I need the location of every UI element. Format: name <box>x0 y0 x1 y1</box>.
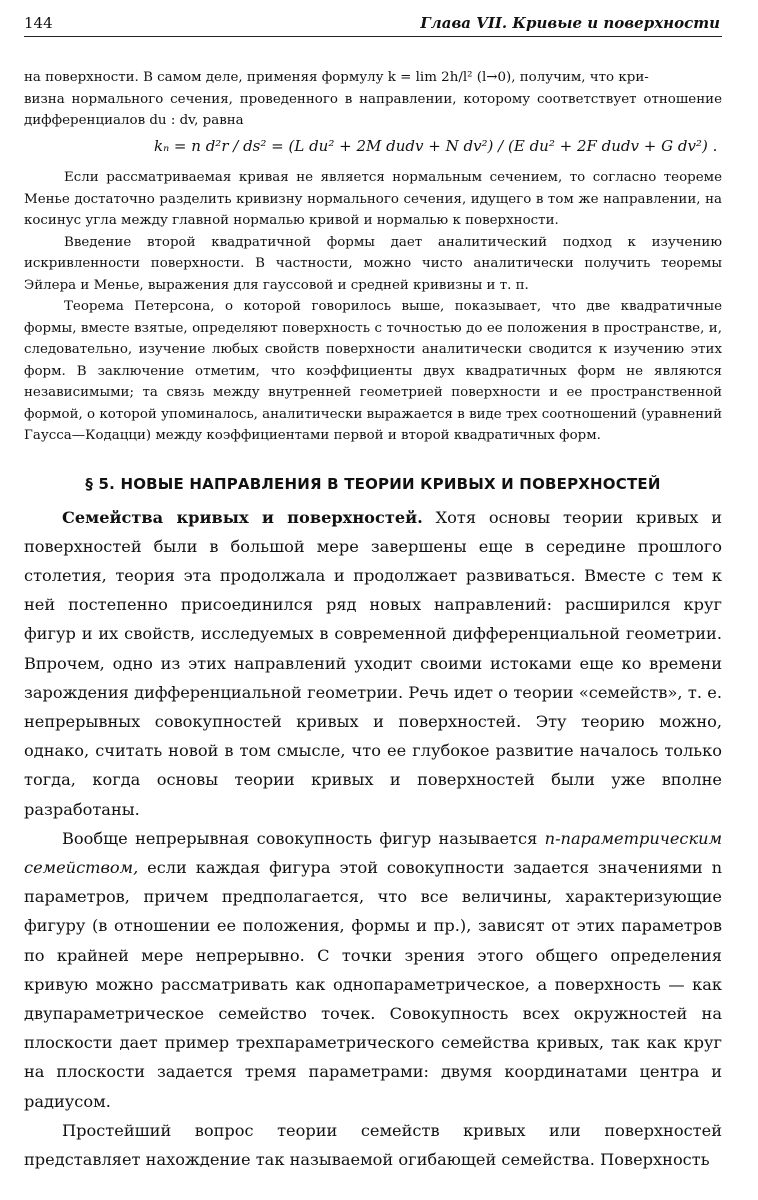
small-print-block <box>24 67 722 447</box>
page-number: 144 <box>24 14 53 32</box>
paragraph-n-parametric-rest: если каждая фигура этой совокупности задается значениями n параметров, причем предполагается, что все величины, характеризующие фигуру (в отношении ее положения, формы и пр.), зависят от этих параметров по крайней мере непрерывно. С точки зрения этого общего определения кривую можно рассматривать как однопараметрическое, а поверхность — как двупараметрическое семейство точек. Совокупность всех окружностей на плоскости дает пример трехпараметрического семейства кривых, так как круг на плоскости задается тремя параметрами: двумя координатами центра и радиусом. <box>24 857 723 1111</box>
paragraph-n-parametric <box>24 824 722 1116</box>
paragraph-peterson: Теорема Петерсона, о которой говорилось выше, показывает, что две квадратичные формы, вместе взятые, определяют поверхность с точностью до ее положения в пространстве, и, следовательно, изучение любых свойств поверхности аналитически сводится к изучению этих форм. В заключение отметим, что коэффициенты двух квадратичных форм не являются независимыми; та связь между внутренней геометрией поверхности и ее пространственной формой, о которой упоминалось, аналитически выражается в виде трех соотношений (уравнений Гаусса—Кодацци) между коэффициентами первой и второй квадратичных форм. <box>24 299 722 443</box>
paragraph-n-parametric-start: Вообще непрерывная совокупность фигур называется <box>62 828 538 848</box>
intro-line-2: визна нормального сечения, проведенного в направлении, которому соответствует отношение дифференциалов du : dv, равна <box>24 91 722 128</box>
section-heading: § 5. НОВЫЕ НАПРАВЛЕНИЯ В ТЕОРИИ КРИВЫХ И ПОВЕРХНОСТЕЙ <box>85 474 661 493</box>
paragraph-meusnier: Если рассматриваемая кривая не является нормальным сечением, то согласно теореме Менье достаточно разделить кривизну нормального сечения, идущего в том же направлении, на косинус угла между главной нормалью кривой и нормалью к поверхности. <box>24 170 722 228</box>
paragraph-envelope: Простейший вопрос теории семейств кривых или поверхностей представляет нахождение так называемой огибающей семейства. Поверхность <box>24 1120 722 1169</box>
page <box>24 14 722 1174</box>
paragraph-families <box>24 503 722 824</box>
paragraph-families-body: Хотя основы теории кривых и поверхностей были в большой мере завершены еще в середине прошлого столетия, теория эта продолжала и продолжает развиваться. Вместе с тем к ней постепенно присоединился ряд новых направлений: расширился круг фигур и их свойств, исследуемых в современной дифференциальной геометрии. Впрочем, одно из этих направлений уходит своими истоками еще ко времени зарождения дифференциальной геометрии. Речь идет о теории «семейств», т. е. непрерывных совокупностей кривых и поверхностей. Эту теорию можно, однако, считать новой в том смысле, что ее глубокое развитие началось только тогда, когда основы теории кривых и поверхностей были уже вполне разработаны. <box>24 507 722 819</box>
normal-curvature-equation <box>154 136 722 158</box>
section-body <box>24 503 722 1175</box>
running-head <box>24 14 722 37</box>
running-title: Глава VII. Кривые и поверхности <box>420 14 720 32</box>
paragraph-second-form: Введение второй квадратичной формы дает аналитический подход к изучению искривленности поверхности. В частности, можно чисто аналитически получить теоремы Эйлера и Менье, выражения для гауссовой и средней кривизны и т. п. <box>24 234 722 293</box>
run-in-title: Семейства кривых и поверхностей. <box>62 507 423 527</box>
intro-line-1: на поверхности. В самом деле, применяя формулу k = lim 2h/l² (l→0), получим, что кри- <box>24 70 649 85</box>
equation-text: kₙ = n d²r / ds² = (L du² + 2M dudv + N dv²) / (E du² + 2F dudv + G dv²) . <box>154 136 718 155</box>
term-n-parametric-family: n-параметрическим семейством, <box>24 828 723 877</box>
